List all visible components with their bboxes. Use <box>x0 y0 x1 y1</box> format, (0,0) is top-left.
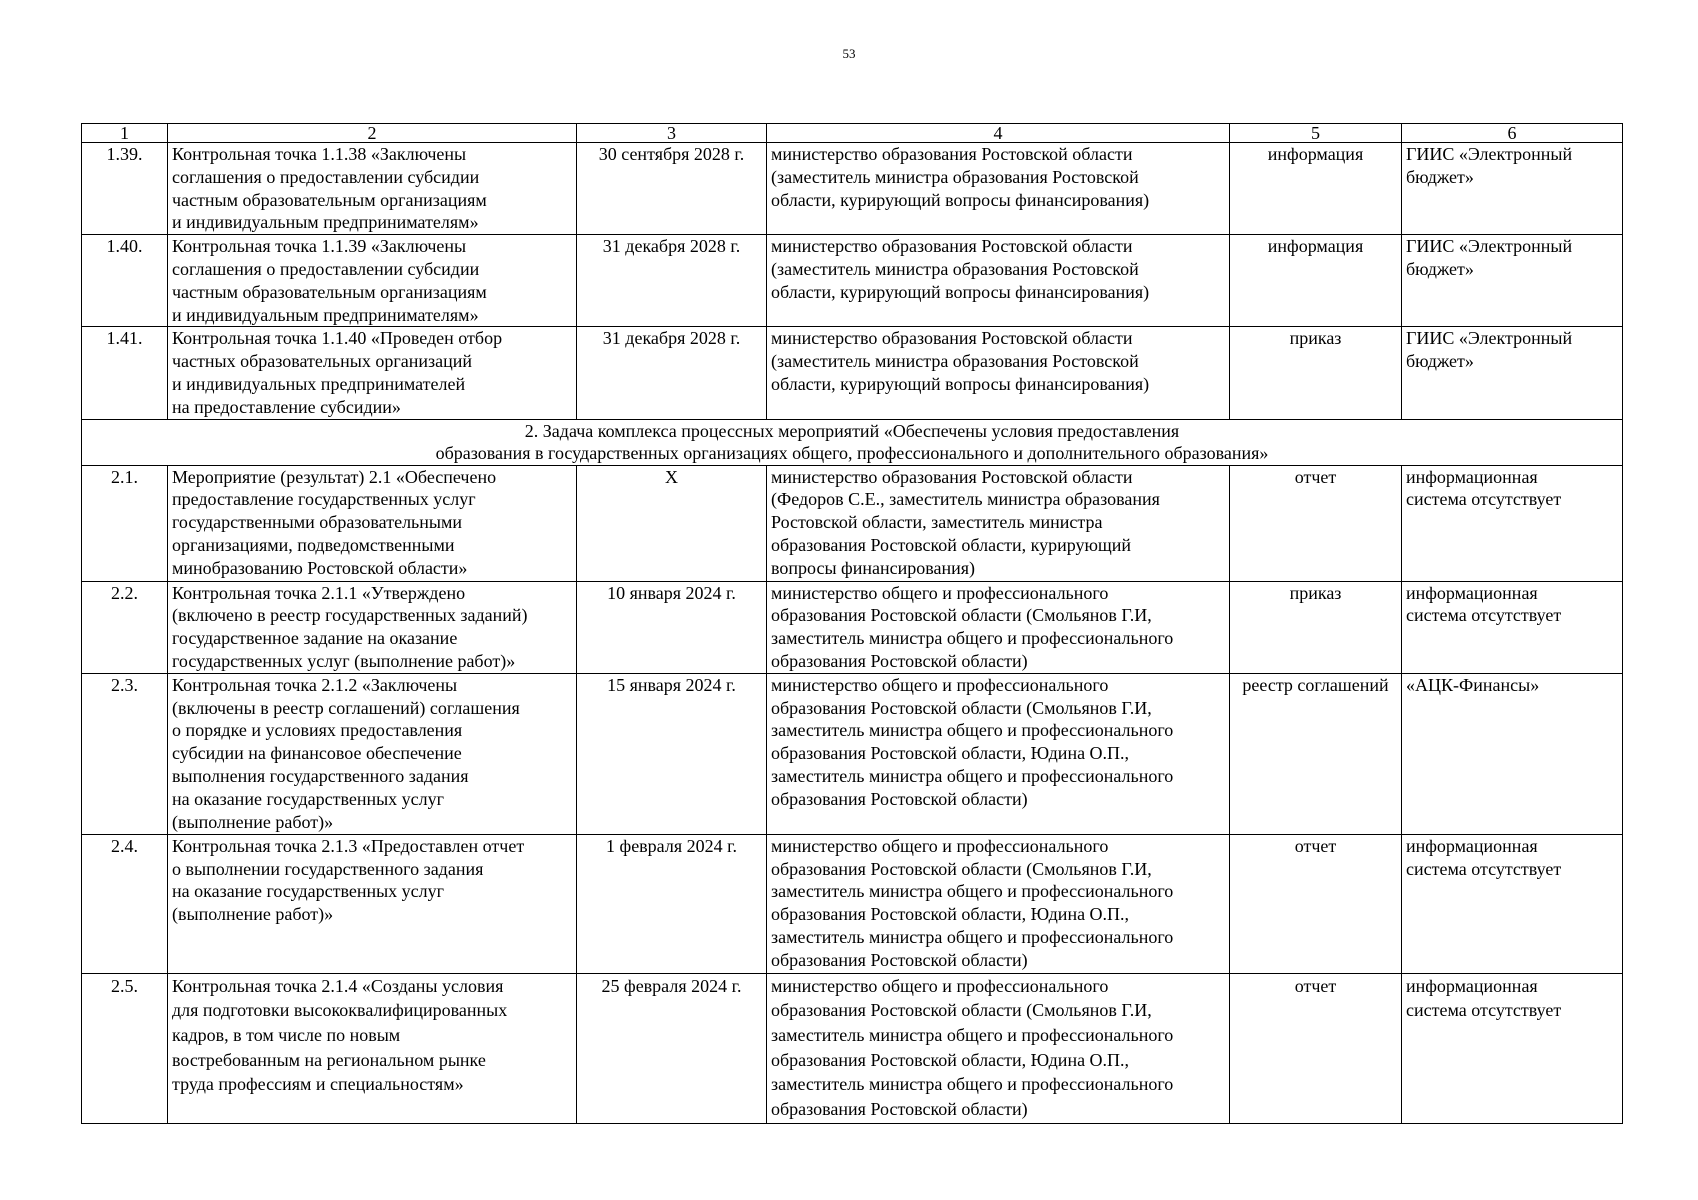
table-row <box>82 235 1623 327</box>
section-title: 2. Задача комплекса процессных мероприятий «Обеспечены условия предоставления образования в государственных организациях общего, профессионального и дополнительного образования» <box>82 419 1623 465</box>
row-number: 1.39. <box>82 143 168 235</box>
row-document: отчет <box>1230 834 1402 973</box>
row-document: отчет <box>1230 465 1402 581</box>
row-document: отчет <box>1230 973 1402 1123</box>
row-date: Х <box>577 465 767 581</box>
table-row <box>82 673 1623 834</box>
row-date: 30 сентября 2028 г. <box>577 143 767 235</box>
row-name: Контрольная точка 2.1.2 «Заключены (включены в реестр соглашений) соглашения о порядке и условиях предоставления субсидии на финансовое обеспечение выполнения государственного задания на оказание государственных услуг (выполнение работ)» <box>168 673 577 834</box>
row-date: 15 января 2024 г. <box>577 673 767 834</box>
row-responsible: министерство образования Ростовской области (заместитель министра образования Ростовской области, курирующий вопросы финансирования) <box>767 235 1230 327</box>
row-responsible: министерство общего и профессионального образования Ростовской области (Смольянов Г.И, заместитель министра общего и профессионального образования Ростовской области, Юдина О.П., заместитель министра общего и профессионального образования Ростовской области) <box>767 973 1230 1123</box>
row-responsible: министерство общего и профессионального образования Ростовской области (Смольянов Г.И, заместитель министра общего и профессионального образования Ростовской области, Юдина О.П., заместитель министра общего и профессионального образования Ростовской области) <box>767 834 1230 973</box>
row-responsible: министерство общего и профессионального образования Ростовской области (Смольянов Г.И, заместитель министра общего и профессионального образования Ростовской области, Юдина О.П., заместитель министра общего и профессионального образования Ростовской области) <box>767 673 1230 834</box>
row-responsible: министерство общего и профессионального образования Ростовской области (Смольянов Г.И, заместитель министра общего и профессионального образования Ростовской области) <box>767 581 1230 673</box>
column-header: 5 <box>1230 124 1402 143</box>
row-document: приказ <box>1230 327 1402 419</box>
page-number: 53 <box>842 46 856 61</box>
row-document: приказ <box>1230 581 1402 673</box>
row-system: ГИИС «Электронный бюджет» <box>1402 143 1623 235</box>
row-responsible: министерство образования Ростовской области (Федоров С.Е., заместитель министра образования Ростовской области, заместитель министра образования Ростовской области, курирующий вопросы финансирования) <box>767 465 1230 581</box>
row-number: 2.4. <box>82 834 168 973</box>
row-document: информация <box>1230 235 1402 327</box>
row-document: реестр соглашений <box>1230 673 1402 834</box>
row-system: информационная система отсутствует <box>1402 581 1623 673</box>
row-name: Контрольная точка 1.1.40 «Проведен отбор частных образовательных организаций и индивидуальных предпринимателей на предоставление субсидии» <box>168 327 577 419</box>
row-number: 2.2. <box>82 581 168 673</box>
row-date: 31 декабря 2028 г. <box>577 327 767 419</box>
table-row <box>82 327 1623 419</box>
row-system: ГИИС «Электронный бюджет» <box>1402 235 1623 327</box>
row-system: информационная система отсутствует <box>1402 465 1623 581</box>
section-row <box>82 419 1623 465</box>
row-system: информационная система отсутствует <box>1402 973 1623 1123</box>
row-date: 10 января 2024 г. <box>577 581 767 673</box>
row-name: Мероприятие (результат) 2.1 «Обеспечено предоставление государственных услуг государственными образовательными организациями, подведомственными минобразованию Ростовской области» <box>168 465 577 581</box>
row-date: 31 декабря 2028 г. <box>577 235 767 327</box>
row-system: «АЦК-Финансы» <box>1402 673 1623 834</box>
row-number: 1.40. <box>82 235 168 327</box>
column-header: 3 <box>577 124 767 143</box>
table-row <box>82 973 1623 1123</box>
row-name: Контрольная точка 1.1.39 «Заключены соглашения о предоставлении субсидии частным образовательным организациям и индивидуальным предпринимателям» <box>168 235 577 327</box>
row-system: информационная система отсутствует <box>1402 834 1623 973</box>
table-row <box>82 465 1623 581</box>
column-header: 1 <box>82 124 168 143</box>
row-number: 2.1. <box>82 465 168 581</box>
table-row <box>82 143 1623 235</box>
row-document: информация <box>1230 143 1402 235</box>
row-date: 25 февраля 2024 г. <box>577 973 767 1123</box>
table-row <box>82 581 1623 673</box>
table-row <box>82 834 1623 973</box>
column-header: 4 <box>767 124 1230 143</box>
row-name: Контрольная точка 2.1.4 «Созданы условия для подготовки высококвалифицированных кадров, в том числе по новым востребованным на региональном рынке труда профессиям и специальностям» <box>168 973 577 1123</box>
row-name: Контрольная точка 2.1.1 «Утверждено (включено в реестр государственных заданий) государственное задание на оказание государственных услуг (выполнение работ)» <box>168 581 577 673</box>
row-name: Контрольная точка 1.1.38 «Заключены соглашения о предоставлении субсидии частным образовательным организациям и индивидуальным предпринимателям» <box>168 143 577 235</box>
row-number: 1.41. <box>82 327 168 419</box>
row-date: 1 февраля 2024 г. <box>577 834 767 973</box>
row-responsible: министерство образования Ростовской области (заместитель министра образования Ростовской области, курирующий вопросы финансирования) <box>767 327 1230 419</box>
row-number: 2.3. <box>82 673 168 834</box>
plan-table <box>81 123 1623 1124</box>
row-responsible: министерство образования Ростовской области (заместитель министра образования Ростовской области, курирующий вопросы финансирования) <box>767 143 1230 235</box>
row-system: ГИИС «Электронный бюджет» <box>1402 327 1623 419</box>
row-name: Контрольная точка 2.1.3 «Предоставлен отчет о выполнении государственного задания на оказание государственных услуг (выполнение работ)» <box>168 834 577 973</box>
column-header: 2 <box>168 124 577 143</box>
row-number: 2.5. <box>82 973 168 1123</box>
table-header-row <box>82 124 1623 143</box>
column-header: 6 <box>1402 124 1623 143</box>
